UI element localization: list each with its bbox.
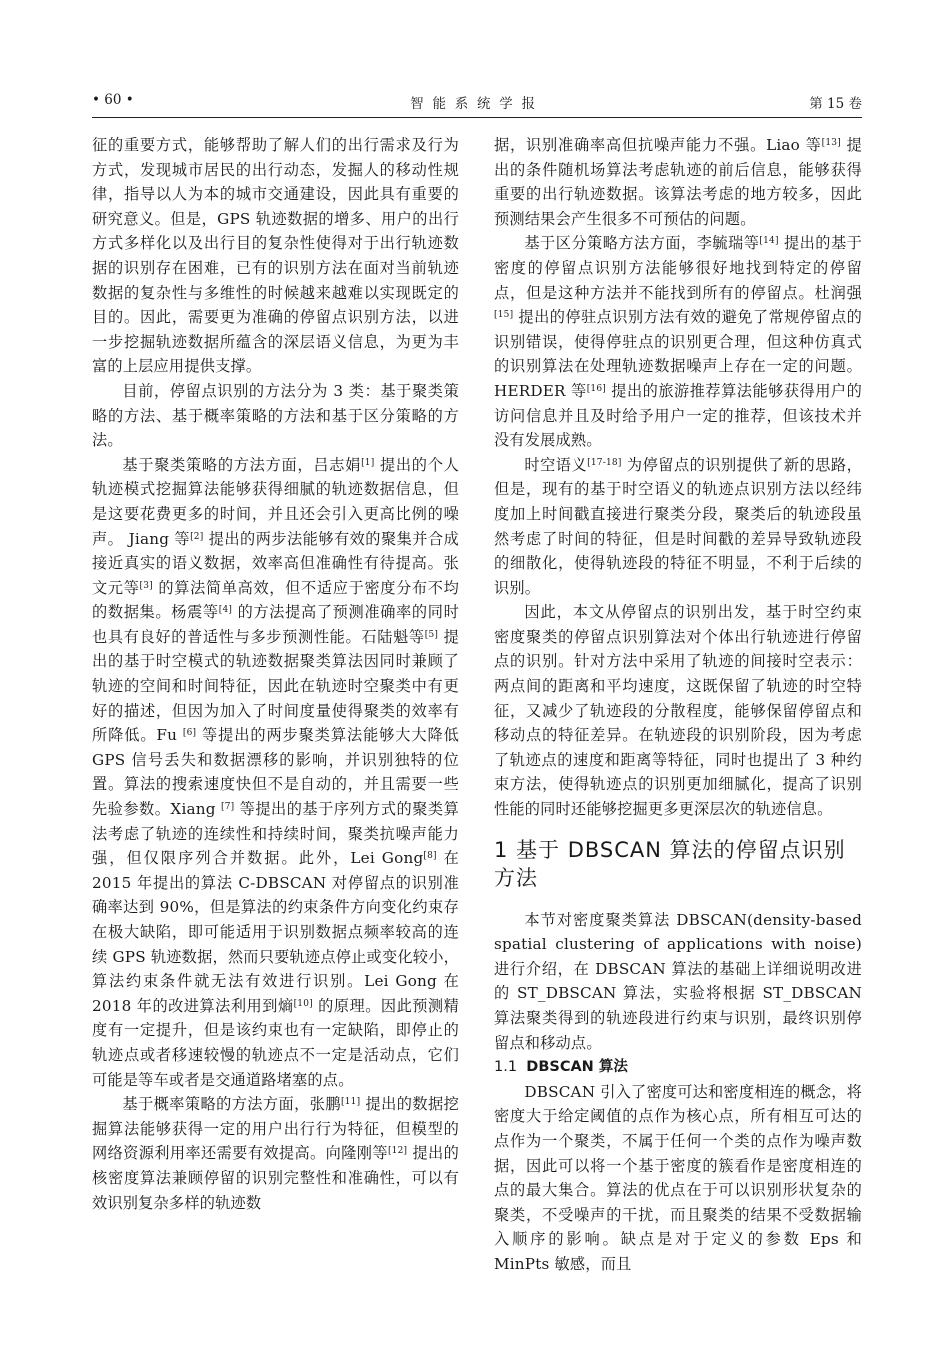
section-heading: 1 基于 DBSCAN 算法的停留点识别方法 bbox=[494, 837, 846, 890]
citation-ref: [3] bbox=[139, 580, 153, 591]
paragraph bbox=[92, 1092, 459, 1215]
running-header bbox=[92, 92, 862, 114]
citation-ref: [14] bbox=[759, 236, 779, 247]
citation-ref: [13] bbox=[821, 138, 841, 148]
left-column bbox=[92, 133, 459, 1215]
paragraph bbox=[494, 453, 862, 601]
text-run: 征的重要方式，能够帮助了解人们的出行需求及行为方式，发现城市居民的出行动态，发掘人的移动性规律，指导以人为本的城市交通建设，因此具有重要的研究意义。但是，GPS 轨迹数据的增多、用户的出行方式多样化以及出行目的复杂性使得对于出行轨迹数据的识别存在困难，已有的识别方法在面对当前轨迹数据的复杂性与多维性的时候越来越难以实现既定的目的。因此，需要更为准确的停留点识别方法，以进一步挖掘轨迹数据所蕴含的深层语义信息，为更为丰富的上层应用提供支撑。 bbox=[92, 136, 459, 376]
journal-name: 智能系统学报 bbox=[410, 96, 544, 112]
citation-ref: [8] bbox=[423, 851, 437, 862]
citation-ref: [1] bbox=[361, 457, 375, 468]
paragraph bbox=[92, 133, 459, 379]
text-run: 等提出的基于序列方式的聚类算法考虑了轨迹的连续性和持续时间，聚类抗噪声能力强，但仅限序列合并数据。此外，Lei Gong bbox=[92, 800, 460, 868]
subsection-heading bbox=[494, 1055, 862, 1080]
citation-ref: [4] bbox=[218, 605, 233, 616]
paragraph: DBSCAN 引入了密度可达和密度相连的概念，将密度大于给定阈值的点作为核心点，所有相互可达的点作为一个聚类，不属于任何一个类的点作为噪声数据，因此可以将一个基于密度的簇看作是密度相连的点的最大集合。算法的优点在于可以识别形状复杂的聚类，不受噪声的干扰，而且聚类的结果不受数据输入顺序的影响。缺点是对于定义的参数 Eps 和 MinPts 敏感，而且 bbox=[494, 1082, 862, 1273]
text-run: 提出的基于时空模式的轨迹数据聚类算法因同时兼顾了轨迹的空间和时间特征，因此在轨迹时空聚类中有更好的描述，但因为加入了时间度量使得聚类的效率有所降低。Fu bbox=[92, 627, 459, 745]
citation-ref: [17-18] bbox=[587, 457, 622, 468]
paragraph bbox=[494, 231, 862, 452]
text-run: 在 2015 年提出的算法 C-DBSCAN 对停留点的识别准确率达到 90%，但是算法的约束条件方向变化约束存在极大缺陷，即可能适用于识别数据点频率较高的连续 GPS 轨迹数据，然而只要轨迹点停止或变化较小，算法约束条件就无法有效进行识别。Lei Gong 在 2018 年的改进算法利用到熵 bbox=[92, 849, 460, 1015]
text-run: 目前，停留点识别的方法分为 3 类：基于聚类策略的方法、基于概率策略的方法和基于区分策略的方法。 bbox=[92, 381, 459, 450]
text-run: 基于聚类策略的方法方面，吕志娟 bbox=[122, 455, 362, 474]
paragraph: 本节对密度聚类算法 DBSCAN(density-based spatial clustering of applications with noise) 进行介绍，在 DBSCAN 算法的基础上详细说明改进的 ST_DBSCAN 算法，实验将根据 ST_DBSCAN 算法聚类得到的轨迹段进行约束与识别，最终识别停留点和移动点。 bbox=[494, 910, 862, 1052]
paragraph bbox=[494, 133, 862, 231]
text-run: 的原理。因此预测精度有一定提升，但是该约束也有一定缺陷，即停止的轨迹点或者移速较慢的轨迹点不一定是活动点，它们可能是等车或者是交通道路堵塞的点。 bbox=[92, 996, 460, 1089]
paragraph bbox=[92, 453, 459, 1092]
citation-ref: [7] bbox=[221, 802, 235, 813]
subsection-number: 1.1 bbox=[494, 1059, 518, 1076]
text-run: 提出的基于密度的停留点识别方法能够很好地找到特定的停留点，但是这种方法并不能找到所有的停留点。杜润强 bbox=[494, 234, 863, 302]
citation-ref: [5] bbox=[424, 629, 439, 640]
text-run: 提出的个人轨迹模式挖掘算法能够获得细腻的轨迹数据信息，但是这要花费更多的时间，并且还会引入更高比例的噪声。 Jiang 等 bbox=[92, 455, 460, 548]
text-run: 基于区分策略方法方面，李毓瑞等 bbox=[524, 234, 760, 253]
text-run: 提出的停驻点识别方法有效的避免了常规停留点的识别错误，使得停驻点的识别更合理，但这种仿真式的识别算法在处理轨迹数据噪声上存在一定的问题。HERDER 等 bbox=[494, 308, 862, 400]
citation-ref: [11] bbox=[341, 1097, 361, 1108]
text-run: 等提出的两步聚类算法能够大大降低 GPS 信号丢失和数据漂移的影响，并识别独特的位置。算法的搜索速度快但不是自动的，并且需要一些先验参数。Xiang bbox=[92, 726, 460, 819]
text-run: 提出的旅游推荐算法能够获得用户的访问信息并且及时给予用户一定的推荐，但该技术并没有发展成熟。 bbox=[494, 381, 862, 450]
text-run: 提出的条件随机场算法考虑轨迹的前后信息，能够获得重要的出行轨迹数据。该算法考虑的地方较多，因此预测结果会产生很多不可预估的问题。 bbox=[494, 136, 862, 228]
citation-ref: [12] bbox=[387, 1146, 408, 1157]
citation-ref: [6] bbox=[182, 728, 197, 739]
citation-ref: [16] bbox=[586, 383, 606, 394]
text-run: 为停留点的识别提供了新的思路，但是，现有的基于时空语义的轨迹点识别方法以经纬度加上时间戳直接进行聚类分段，聚类后的轨迹段虽然考虑了时间的特征，但是时间戳的差异导致轨迹段的细散化，使得轨迹段的特征不明显，不利于后续的识别。 bbox=[494, 455, 862, 597]
volume-label: 第 15 卷 bbox=[809, 96, 862, 112]
text-run: 基于概率策略的方法方面，张鹏 bbox=[122, 1095, 341, 1114]
subsection-title: DBSCAN 算法 bbox=[526, 1059, 628, 1076]
text-run: 的方法提高了预测准确率的同时也具有良好的普适性与多步预测性能。石陆魁等 bbox=[92, 603, 459, 646]
text-run: 时空语义 bbox=[524, 455, 588, 474]
text-run: 据，识别准确率高但抗噪声能力不强。Liao 等 bbox=[494, 136, 822, 154]
text-run: 提出的数据挖掘算法能够获得一定的用户出行行为特征，但模型的网络资源利用率还需要有效提高。向隆刚等 bbox=[92, 1095, 459, 1163]
citation-ref: [15] bbox=[494, 310, 514, 321]
paragraph bbox=[92, 379, 459, 453]
text-run: 提出的两步法能够有效的聚集并合成接近真实的语义数据，效率高但准确性有待提高。张文元等 bbox=[92, 529, 459, 597]
page-number: • 60 • bbox=[92, 92, 134, 108]
text-run: 的算法简单高效，但不适应于密度分布不均的数据集。杨震等 bbox=[92, 578, 460, 622]
text-run: 因此，本文从停留点的识别出发，基于时空约束密度聚类的停留点识别算法对个体出行轨迹进行停留点的识别。针对方法中采用了轨迹的间接时空表示：两点间的距离和平均速度，这既保留了轨迹的时空特征，又减少了轨迹段的分散程度，能够保留停留点和移动点的特征差异。在轨迹段的识别阶段，因为考虑了轨迹点的速度和距离等特征，同时也提出了 3 种约束方法，使得轨迹点的识别更加细腻化，提高了识别性能的同时还能够挖掘更多更深层次的轨迹信息。 bbox=[494, 603, 862, 819]
right-column bbox=[494, 133, 862, 1277]
header-rule bbox=[92, 117, 862, 118]
text-run: 提出的核密度算法兼顾停留的识别完整性和准确性，可以有效识别复杂多样的轨迹数 bbox=[92, 1144, 459, 1212]
citation-ref: [2] bbox=[190, 531, 204, 542]
citation-ref: [10] bbox=[293, 998, 313, 1009]
paragraph bbox=[494, 600, 862, 821]
